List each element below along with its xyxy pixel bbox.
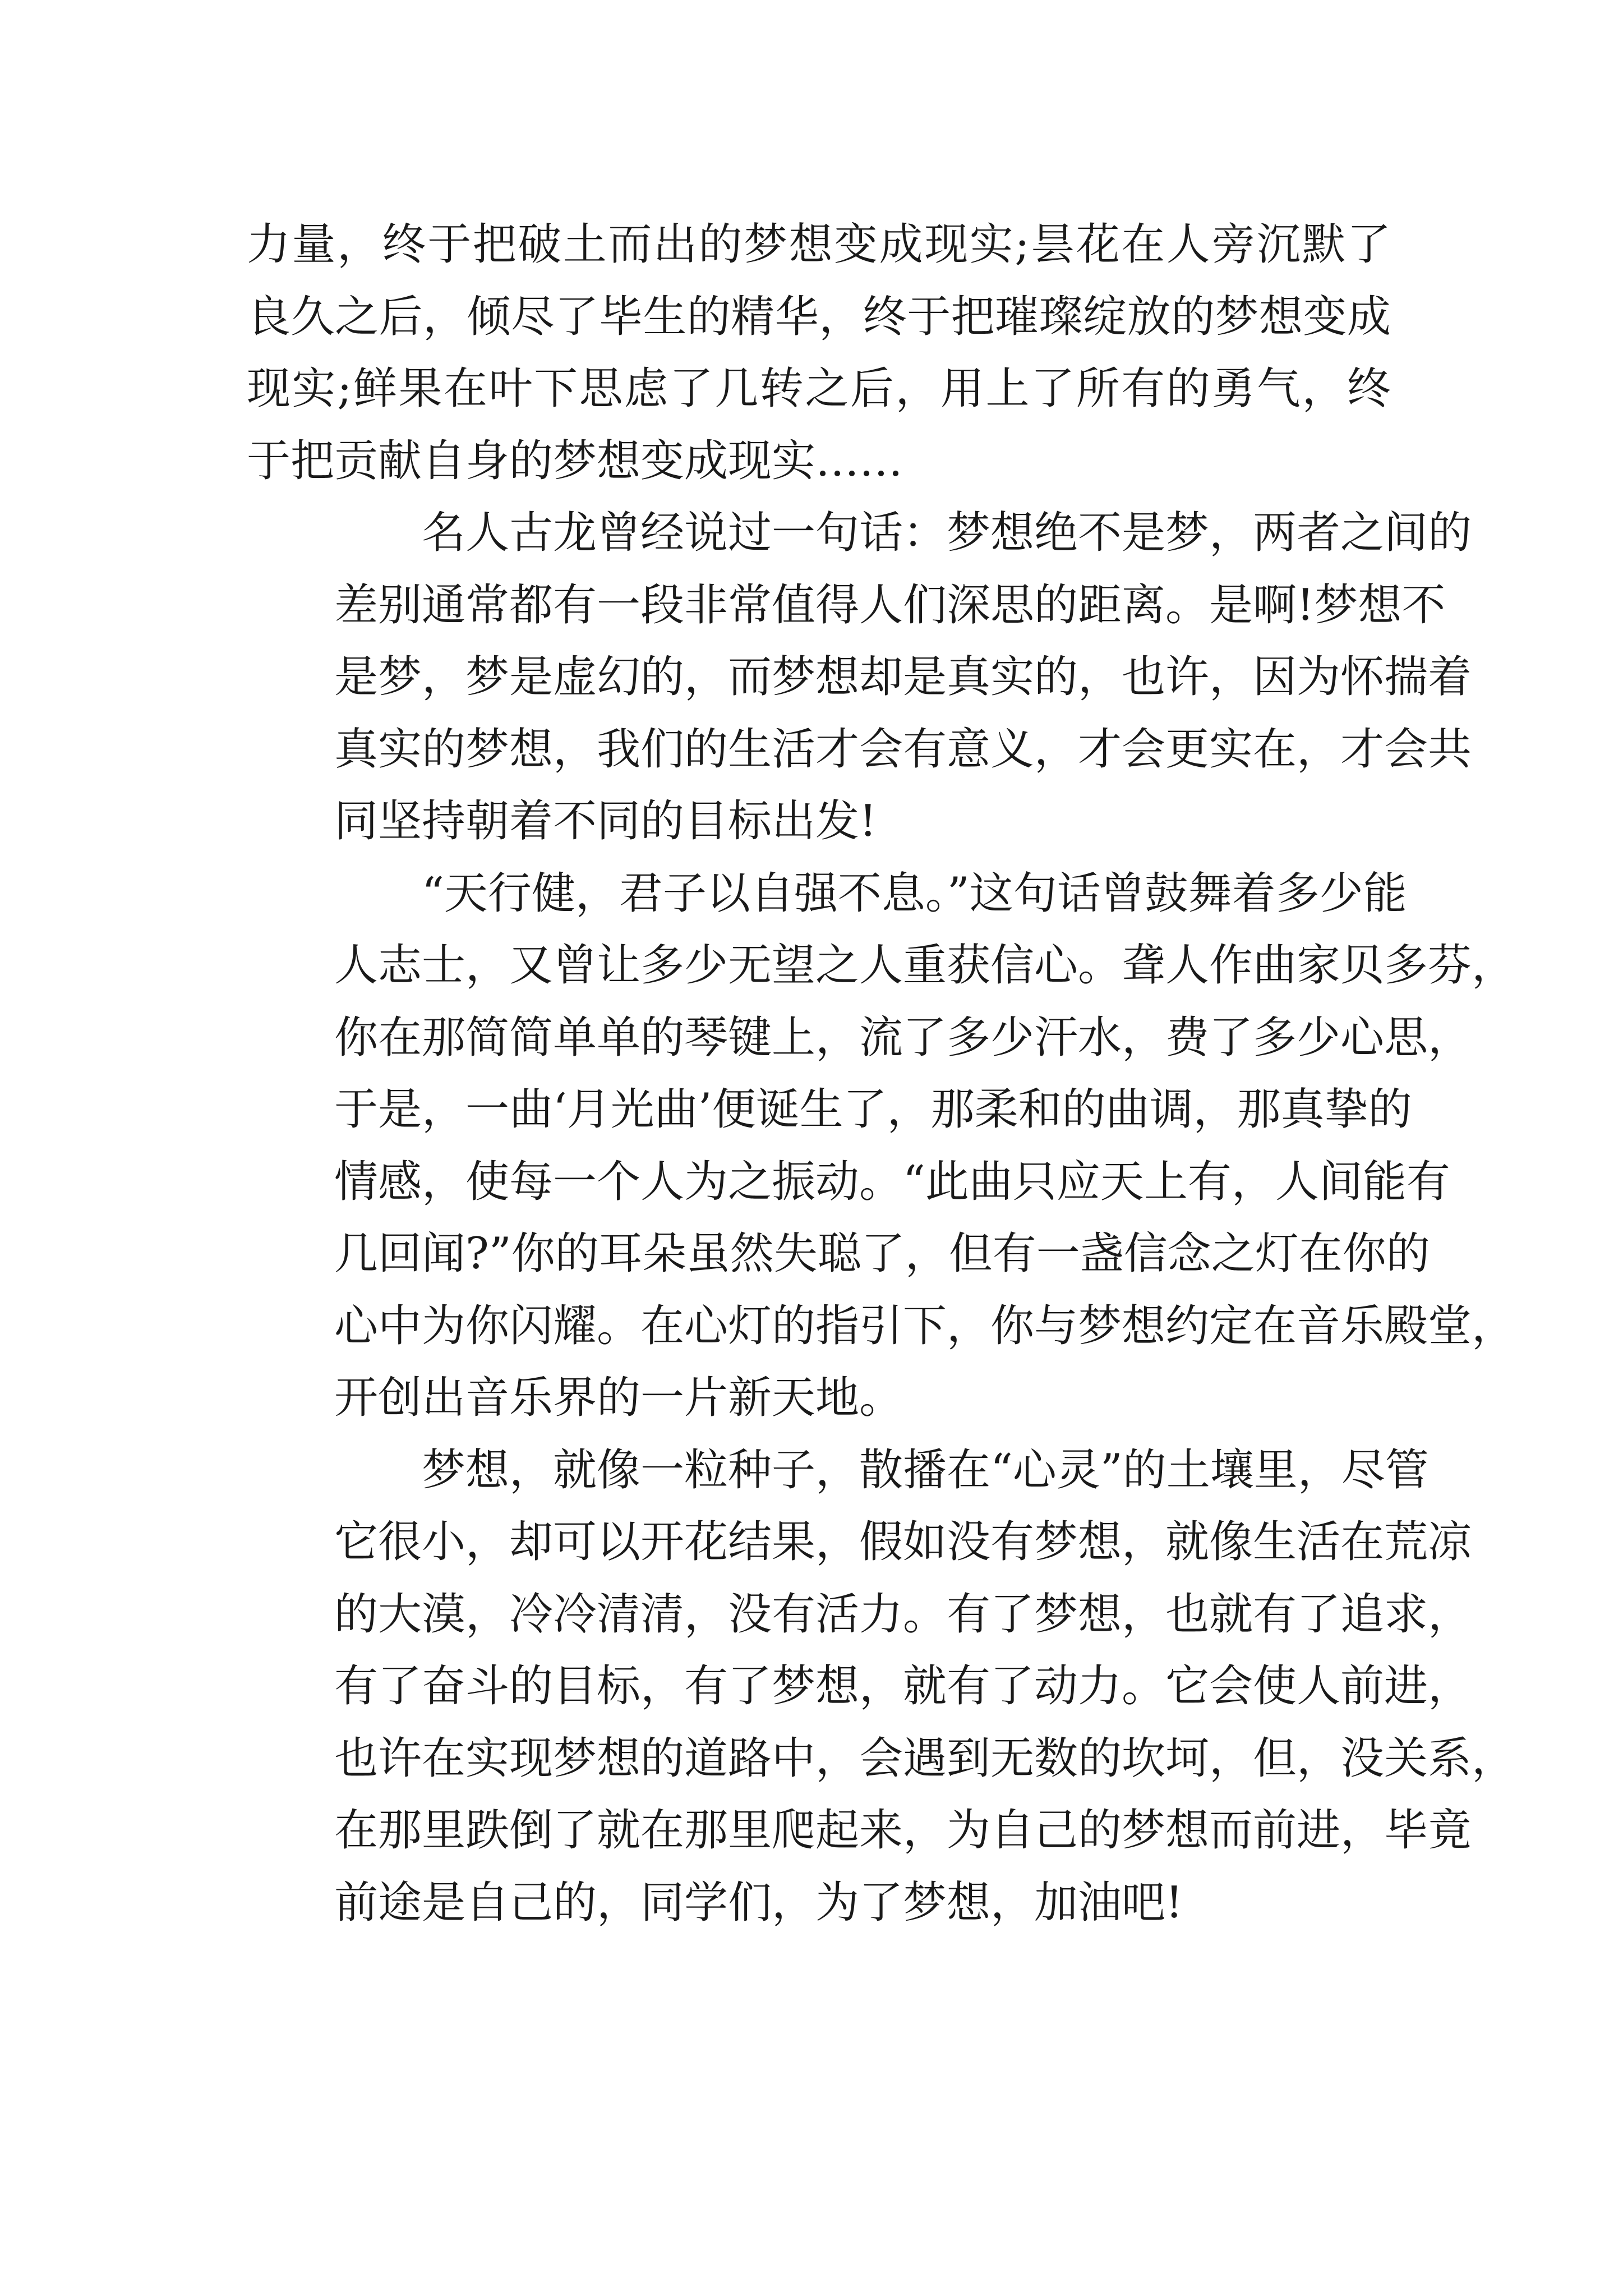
paragraph-2 [247,497,1472,858]
text-line: 开创出音乐界的一片新天地。 [334,1373,903,1423]
text-line: 于把贡献自身的梦想变成现实…… [247,435,903,486]
text-line: 同坚持朝着不同的目标出发! [334,796,877,846]
text-line: 它很小，却可以开花结果，假如没有梦想，就像生活在荒凉 [334,1517,1472,1567]
text-line: 在那里跌倒了就在那里爬起来，为自己的梦想而前进，毕竟 [334,1805,1472,1856]
paragraph-1 [247,209,1391,497]
text-line: 心中为你闪耀。在心灯的指引下，你与梦想约定在音乐殿堂， [334,1300,1516,1351]
text-line: 人志士，又曾让多少无望之人重获信心。聋人作曲家贝多芬， [334,940,1516,991]
text-line: 差别通常都有一段非常值得人们深思的距离。是啊!梦想不 [334,579,1446,631]
text-line: 的大漠，冷冷清清，没有活力。有了梦想，也就有了追求， [334,1589,1472,1640]
text-line: 前途是自己的，同学们，为了梦想，加油吧! [334,1877,1183,1928]
text-line: 名人古龙曾经说过一句话：梦想绝不是梦，两者之间的 [422,508,1472,558]
document-body [247,209,1516,1939]
text-line: 几回闻?”你的耳朵虽然失聪了，但有一盏信念之灯在你的 [334,1228,1430,1279]
text-line: “天行健，君子以自强不息。”这句话曾鼓舞着多少能 [422,868,1407,919]
text-line: 有了奋斗的目标，有了梦想，就有了动力。它会使人前进， [334,1661,1472,1711]
text-line: 于是，一曲‘月光曲’便诞生了，那柔和的曲调，那真挚的 [334,1084,1412,1135]
text-line: 良久之后，倾尽了毕生的精华，终于把璀璨绽放的梦想变成 [247,291,1391,342]
paragraph-3 [247,858,1516,1434]
text-line: 现实;鲜果在叶下思虑了几转之后，用上了所有的勇气，终 [247,364,1391,414]
text-line: 情感，使每一个人为之振动。“此曲只应天上有，人间能有 [334,1156,1450,1207]
text-line: 是梦，梦是虚幻的，而梦想却是真实的，也许，因为怀揣着 [334,652,1472,702]
text-line: 真实的梦想，我们的生活才会有意义，才会更实在，才会共 [334,724,1472,775]
text-line: 你在那简简单单的琴键上，流了多少汗水，费了多少心思， [334,1012,1472,1063]
paragraph-4 [247,1434,1516,1939]
text-line: 梦想，就像一粒种子，散播在“心灵”的土壤里，尽管 [422,1444,1429,1496]
text-line: 也许在实现梦想的道路中，会遇到无数的坎坷，但，没关系， [334,1733,1516,1784]
text-line: 力量，终于把破土而出的梦想变成现实;昙花在人旁沉默了 [247,219,1391,270]
